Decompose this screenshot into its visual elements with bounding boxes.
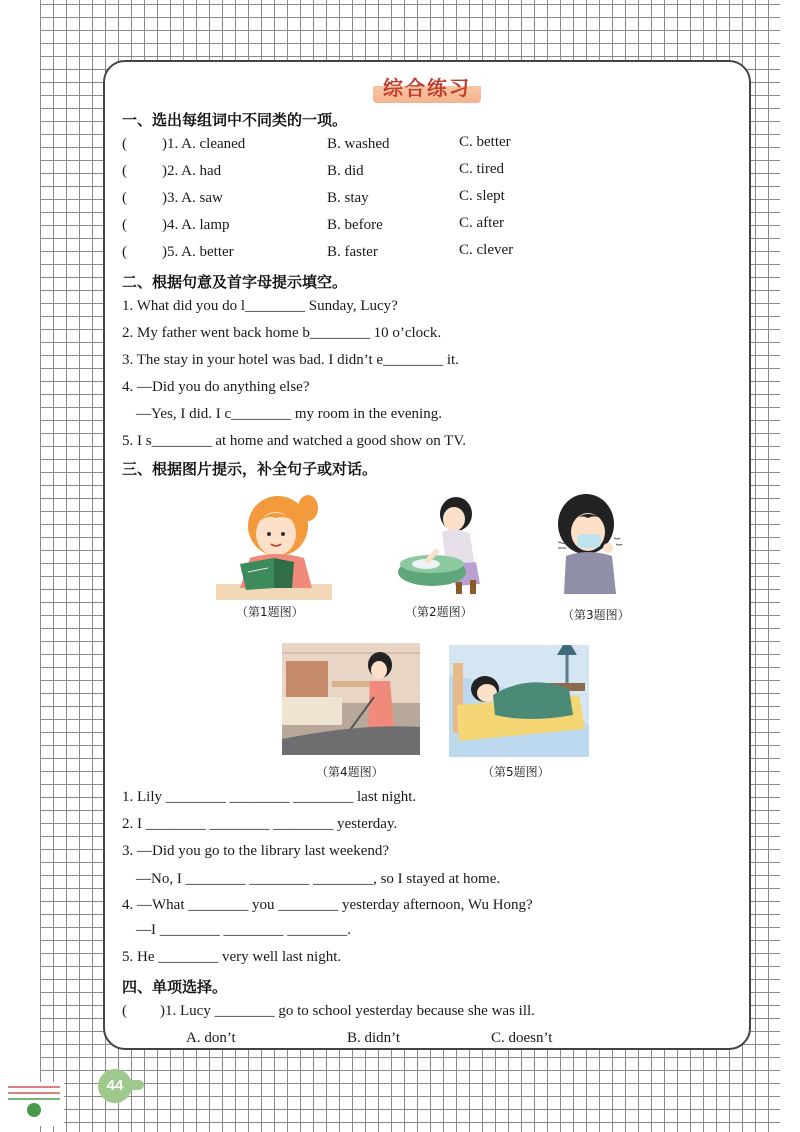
section2-heading: 二、根据句意及首字母提示填空。 [122, 273, 348, 291]
globe-icon [27, 1103, 41, 1117]
caption-3: （第3题图） [562, 608, 630, 622]
item-option-a: )5. A. better [162, 244, 234, 260]
answer-paren[interactable]: ( [122, 1003, 127, 1019]
section2-line-4: 4. —Did you do anything else? [122, 379, 310, 395]
picture-girl-washing [396, 492, 488, 596]
section3-heading: 三、根据图片提示，补全句子或对话。 [122, 460, 378, 478]
section3-line-4: —No, I ________ ________ ________, so I stayed at home. [136, 871, 501, 887]
left-margin [0, 0, 40, 1132]
picture-girl-mopping [282, 643, 420, 755]
logo-line [8, 1098, 60, 1100]
page-number-badge: 44 [98, 1069, 132, 1103]
section4-q1-option-b: B. didn’t [347, 1030, 401, 1046]
picture-girl-reading [216, 488, 332, 600]
item-option-c: C. slept [459, 188, 505, 204]
section4-q1-option-c: C. doesn’t [491, 1030, 553, 1046]
section3-line-6: —I ________ ________ ________. [136, 922, 351, 938]
item-option-b: B. faster [327, 244, 378, 260]
item-option-c: C. after [459, 215, 504, 231]
item-option-b: B. did [327, 163, 364, 179]
section2-line-5: —Yes, I did. I c________ my room in the evening. [136, 406, 442, 422]
section2-line-6: 5. I s________ at home and watched a good show on TV. [122, 433, 466, 449]
logo-line [8, 1092, 60, 1094]
section2-line-1: 1. What did you do l________ Sunday, Lucy? [122, 298, 398, 314]
item-option-a: )3. A. saw [162, 190, 223, 206]
section2-line-3: 3. The stay in your hotel was bad. I didn’t e________ it. [122, 352, 459, 368]
picture-boy-sleeping [449, 645, 589, 757]
right-margin [780, 0, 800, 1132]
section3-line-7: 5. He ________ very well last night. [122, 949, 342, 965]
page-title: 综合练习 [373, 72, 481, 103]
logo-line [8, 1086, 60, 1088]
item-option-b: B. stay [327, 190, 369, 206]
section3-line-2: 2. I ________ ________ ________ yesterday. [122, 816, 398, 832]
answer-paren[interactable]: ( [122, 190, 127, 206]
item-option-c: C. clever [459, 242, 514, 258]
caption-1: （第1题图） [236, 605, 304, 619]
caption-4: （第4题图） [316, 765, 384, 779]
publisher-logo [4, 1082, 64, 1126]
section3-line-1: 1. Lily ________ ________ ________ last night. [122, 789, 417, 805]
answer-paren[interactable]: ( [122, 217, 127, 233]
section4-heading: 四、单项选择。 [122, 978, 228, 996]
item-option-c: C. tired [459, 161, 504, 177]
section1-heading: 一、选出每组词中不同类的一项。 [122, 111, 348, 129]
item-option-a: )2. A. had [162, 163, 222, 179]
item-option-c: C. better [459, 134, 511, 150]
item-option-a: )4. A. lamp [162, 217, 230, 233]
item-option-b: B. washed [327, 136, 390, 152]
section4-q1-stem: )1. Lucy ________ go to school yesterday because she was ill. [160, 1003, 535, 1019]
answer-paren[interactable]: ( [122, 136, 127, 152]
section4-q1-option-a: A. don’t [186, 1030, 236, 1046]
answer-paren[interactable]: ( [122, 163, 127, 179]
answer-paren[interactable]: ( [122, 244, 127, 260]
title-wrap [105, 72, 749, 103]
caption-2: （第2题图） [405, 605, 473, 619]
item-option-a: )1. A. cleaned [162, 136, 246, 152]
section3-line-3: 3. —Did you go to the library last weekend? [122, 843, 390, 859]
caption-5: （第5题图） [482, 765, 550, 779]
item-option-b: B. before [327, 217, 383, 233]
picture-girl-mask [552, 490, 626, 596]
section3-line-5: 4. —What ________ you ________ yesterday afternoon, Wu Hong? [122, 897, 533, 913]
section2-line-2: 2. My father went back home b________ 10 o’clock. [122, 325, 442, 341]
